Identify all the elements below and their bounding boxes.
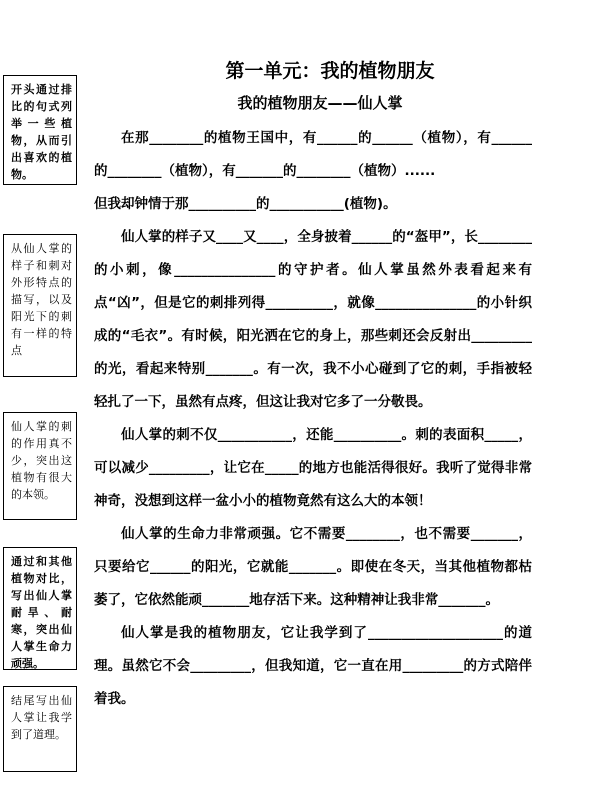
annotation-box-intro: 开头通过排比的句式列举一些植物，从而引出喜欢的植物。: [3, 75, 77, 185]
annotation-box-conclusion: 结尾写出仙人掌让我学到了道理。: [3, 686, 77, 772]
essay-body: [94, 122, 532, 716]
paragraph-spines: 仙人掌的刺不仅___________，还能__________。刺的表面积_____，可以减少_________，让它在_____的地方也能活得很好。我听了觉得非常神奇，没想到这样一盆小小的植物竟然有这么大的本领！: [94, 427, 532, 509]
paragraph-vitality: 仙人掌的生命力非常顽强。它不需要________，也不需要_______，只要给它______的阳光，它就能_______。即使在冬天，当其他植物都枯萎了，它依然能顽_______地存活下来。这种精神让我非常_______。: [94, 526, 532, 608]
paragraph-intro: 在那________的植物王国中，有______的______（植物），有______的________（植物），有_______的________（植物）......: [94, 130, 532, 179]
annotation-box-appearance: 从仙人掌的样子和刺对外形特点的描写，以及阳光下的刺有一样的特点: [3, 234, 77, 377]
paragraph-intro-continued: 但我却钟情于那__________的___________(植物)。: [94, 196, 397, 212]
essay-subtitle: 我的植物朋友——仙人掌: [237, 94, 403, 112]
annotation-box-spine-function: 仙人掌的刺的作用真不少，突出这植物有很大的本领。: [3, 412, 77, 520]
paragraph-appearance: 仙人掌的样子又____又____，全身披着______的“盔甲”，长________的小刺，像_______________的守护者。仙人掌虽然外表看起来有点“凶”，但是它的刺排列得__________，就像_______________的小针织成的“毛衣”。有时候，阳光洒在它的身上，那些刺还会反射出_________的光，看起来特别_______。有一次，我不小心碰到了它的刺，手指被轻轻扎了一下，虽然有点疼，但这让我对它多了一分敬畏。: [94, 229, 532, 410]
annotation-box-vitality: 通过和其他植物对比，写出仙人掌耐旱、耐寒，突出仙人掌生命力顽强。: [3, 547, 77, 670]
paragraph-conclusion: 仙人掌是我的植物朋友，它让我学到了____________________的道理。虽然它不会_________，但我知道，它一直在用_________的方式陪伴着我。: [94, 625, 532, 707]
page-title: 第一单元：我的植物朋友: [225, 60, 435, 82]
